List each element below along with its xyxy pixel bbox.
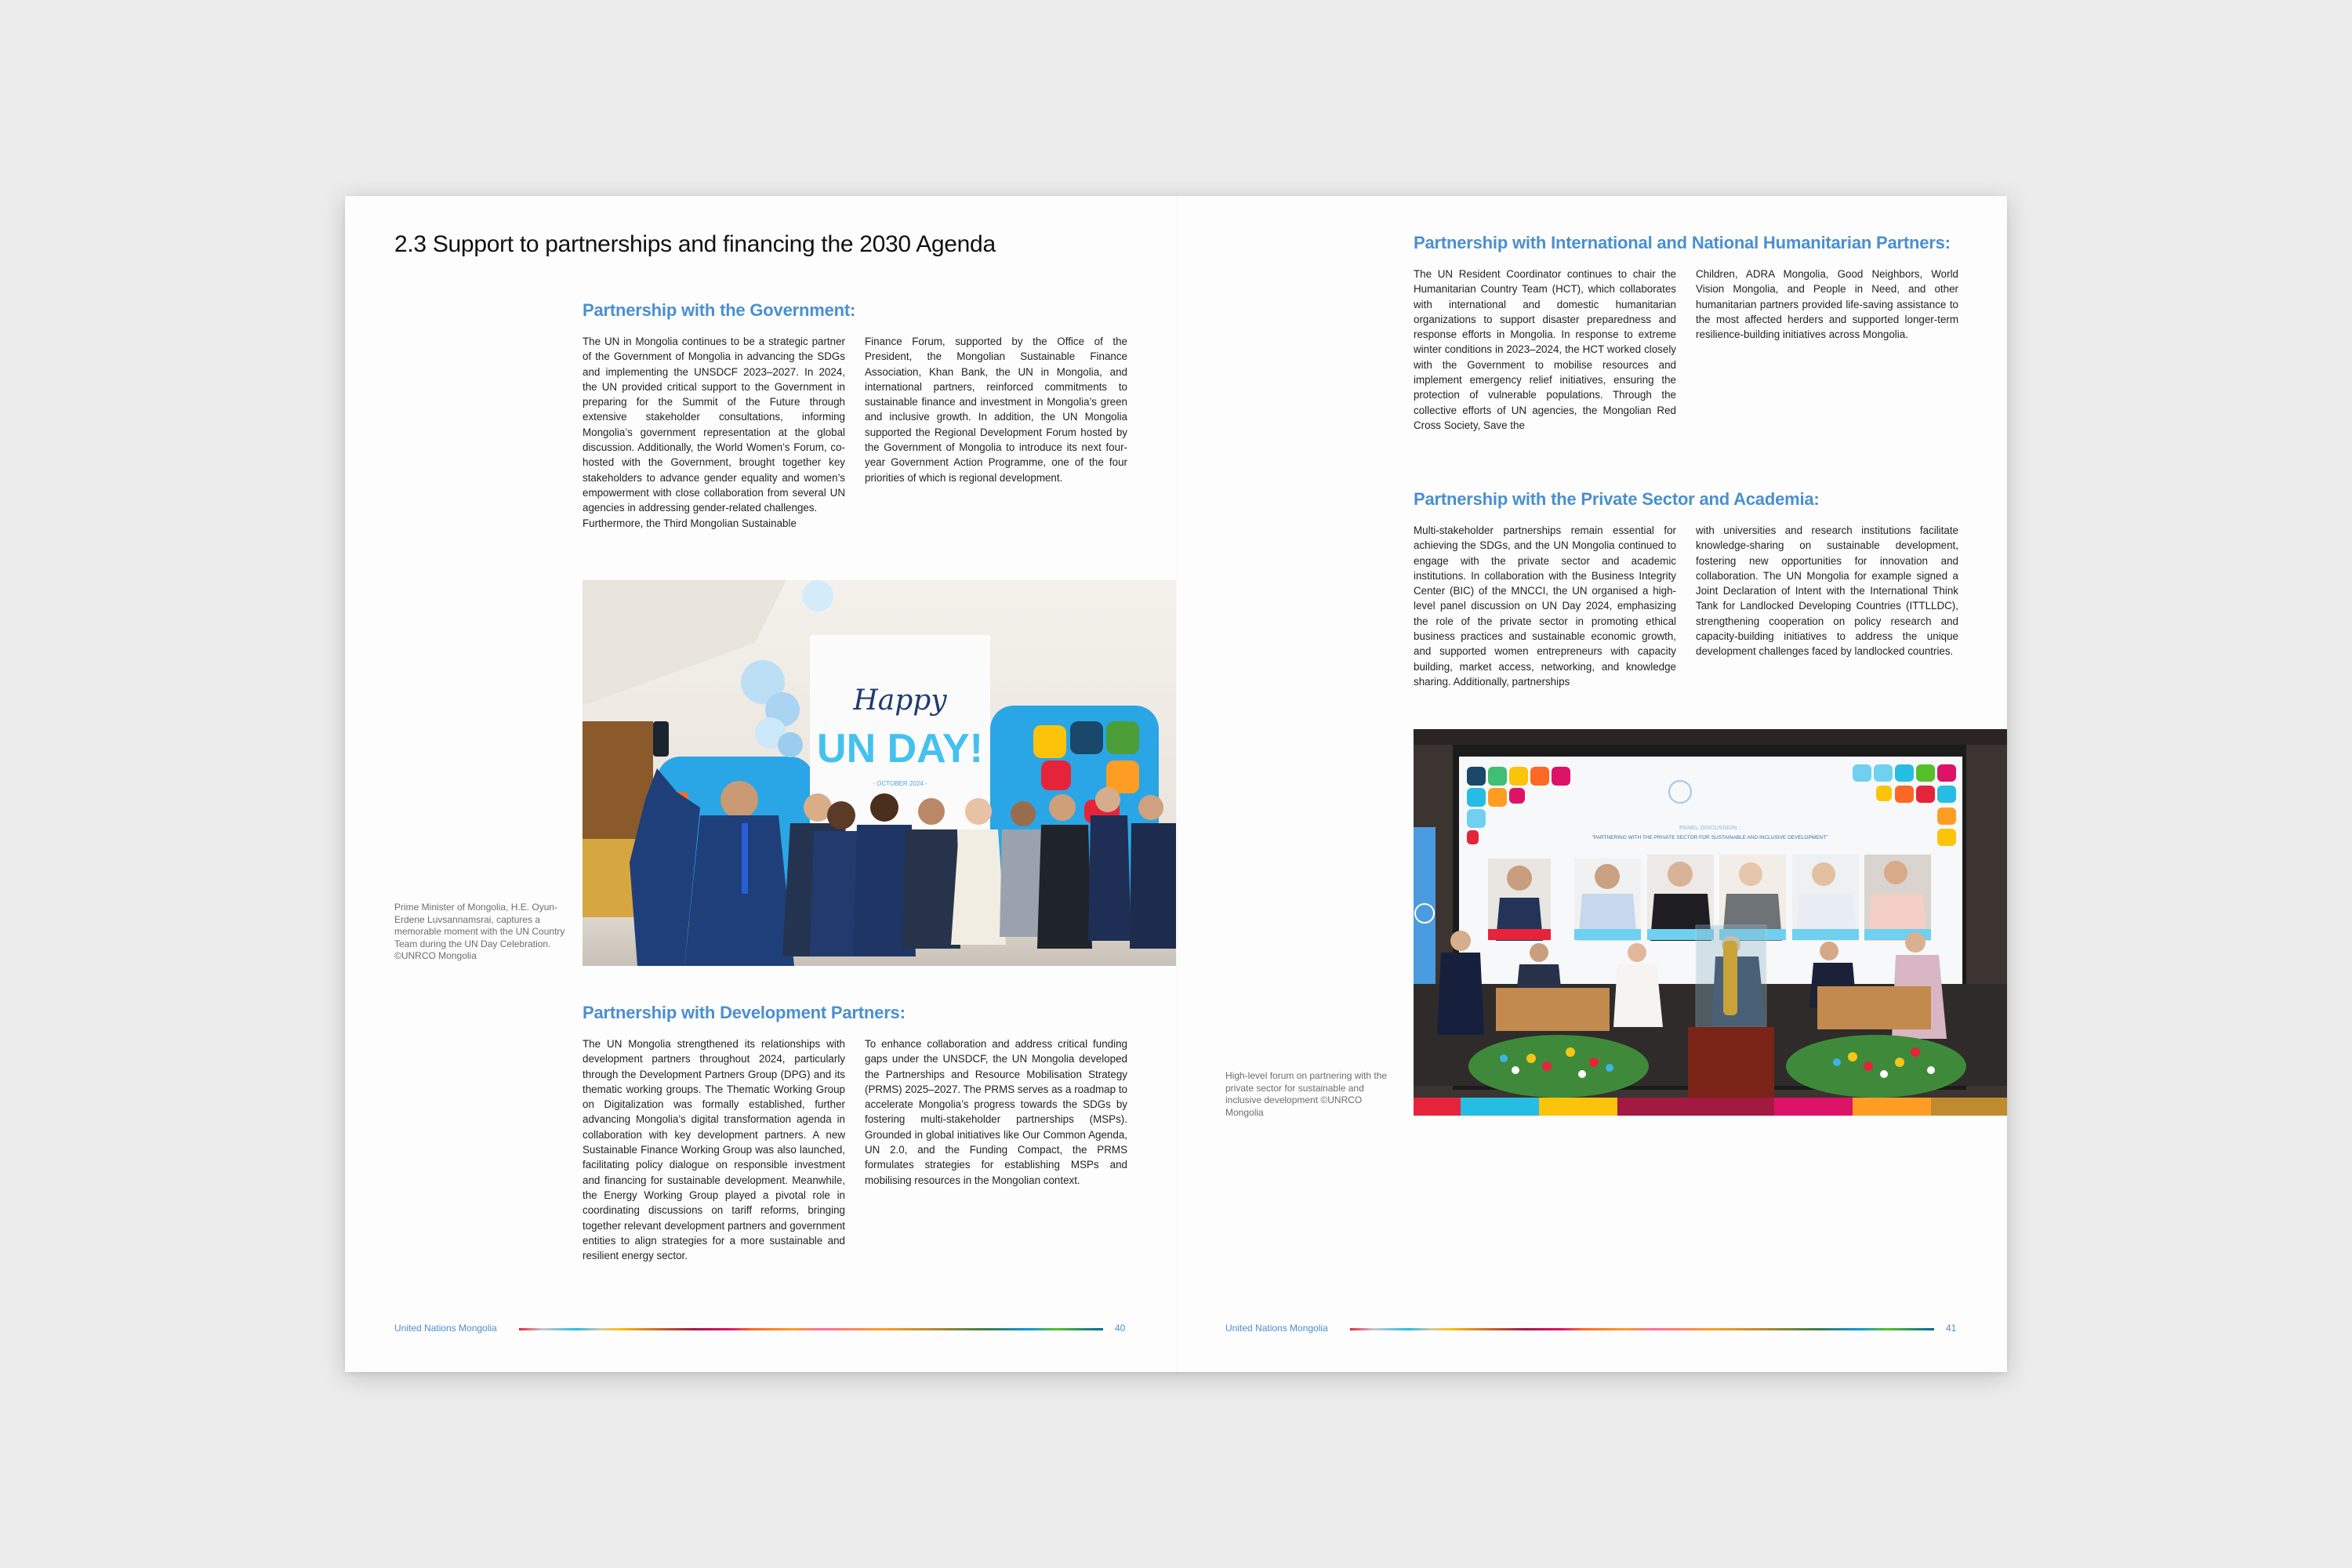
humanitarian-text-col1 (1414, 267, 1676, 433)
private-sector-text-col1 (1414, 523, 1676, 689)
photo-caption-panel-discussion: High-level forum on partnering with the private sector for sustainable and inclusive development ©UNRCO Mongolia (1225, 1070, 1388, 1118)
page-gutter (1176, 196, 1178, 1372)
paragraph: To enhance collaboration and address critical funding gaps under the UNSDCF, the UN Mongolia developed the Partnerships and Resource Mobilisation Strategy (PRMS) 2025–2027. The PRMS serves as a roadmap to accelerate Mongolia’s progress towards the SDGs by fostering multi-stakeholder partnerships (MSPs). Grounded in global initiatives like Our Common Agenda, UN 2.0, and the Funding Compact, the PRMS formulates strategies for establishing MSPs and mobilising resources in the Mongolian context. (865, 1038, 1127, 1186)
development-text-col1 (583, 1036, 845, 1263)
paragraph: Finance Forum, supported by the Office of the President, the Mongolian Sustainable Finance Association, Khan Bank, the UN in Mongolia, and international partners, reinforced commitments to sustainable finance and investment in Mongolia’s green and inclusive growth. In addition, the UN Mongolia supported the Regional Development Forum hosted by the Government of Mongolia to introduce its next four-year Government Action Programme, one of the four priorities of which is regional development. (865, 336, 1127, 484)
footer-sdg-rainbow-line-left (519, 1328, 1103, 1330)
un-day-photo (583, 580, 1176, 966)
screen-panel-label: PANEL DISCUSSION : (1679, 824, 1741, 831)
sign-happy: Happy (853, 684, 947, 717)
page-title: 2.3 Support to partnerships and financing the 2030 Agenda (394, 231, 996, 257)
screen-panel-title: “PARTNERING WITH THE PRIVATE SECTOR FOR SUSTAINABLE AND INCLUSIVE DEVELOPMENT” (1592, 835, 1828, 840)
page-number-left: 40 (1115, 1323, 1126, 1334)
humanitarian-text-col2 (1696, 267, 1958, 342)
footer-sdg-rainbow-line-right (1350, 1328, 1934, 1330)
photo-caption-un-day: Prime Minister of Mongolia, H.E. Oyun-Erdene Luvsannamsrai, captures a memorable moment with the UN Country Team during the UN Day Celebration. ©UNRCO Mongolia (394, 902, 565, 961)
panel-discussion-photo (1414, 729, 2007, 1116)
paragraph: Children, ADRA Mongolia, Good Neighbors, World Vision Mongolia, and People in Need, and other humanitarian partners provided life-saving assistance to the most affected herders and supported longer-term resilience-building initiatives across Mongolia. (1696, 268, 1958, 341)
development-text-col2 (865, 1036, 1127, 1188)
page-number-right: 41 (1946, 1323, 1957, 1334)
footer-org-label-left: United Nations Mongolia (394, 1323, 497, 1334)
paragraph: Multi-stakeholder partnerships remain essential for achieving the SDGs, and the UN Mongolia continued to engage with the private sector and academic institutions. In collaboration with the Business Integrity Center (BIC) of the MNCCI, the UN organised a high-level panel discussion on UN Day 2024, emphasizing the role of the private sector in promoting ethical business practices and sustainable economic growth, and supported women entrepreneurs with capacity building, market access, networking, and knowledge sharing. Additionally, partnerships (1414, 524, 1676, 688)
section-heading-humanitarian: Partnership with International and National Humanitarian Partners: (1414, 233, 1951, 252)
un-day-photo-illustration (583, 580, 1176, 966)
paragraph: The UN Mongolia strengthened its relationships with development partners throughout 2024, particularly through the Development Partners Group (DPG) and its thematic working groups. The Thematic Working Group on Digitalization was formally established, further advancing Mongolia’s digital transformation agenda in collaboration with key development partners. A new Sustainable Finance Working Group was also launched, facilitating policy dialogue on responsible investment and financing for sustainable development. Meanwhile, the Energy Working Group played a pivotal role in coordinating discussions on tariff reforms, bringing together relevant development partners and government entities to align strategies for a more sustainable and resilient energy sector. (583, 1038, 845, 1262)
sign-un-day: UN DAY! (817, 726, 983, 771)
sign-date: - OCTOBER 2024 - (873, 780, 927, 787)
paragraph: Furthermore, the Third Mongolian Sustainable (583, 517, 797, 529)
section-heading-development-partners: Partnership with Development Partners: (583, 1003, 906, 1022)
paragraph: The UN in Mongolia continues to be a strategic partner of the Government of Mongolia in advancing the SDGs and implementing the UNSDCF 2023–2027. In 2024, the UN provided critical support to the Government in preparing for the Summit of the Future through extensive stakeholder consultations, informing Mongolia’s government representation at the global discussion. Additionally, the World Women’s Forum, co-hosted with the Government, brought together key stakeholders to advance gender equality and women’s empowerment with close collaboration from several UN agencies in addressing gender-related challenges. (583, 336, 845, 514)
private-sector-text-col2 (1696, 523, 1958, 659)
government-text-col1 (583, 334, 845, 531)
panel-discussion-illustration (1414, 729, 2007, 1116)
paragraph: with universities and research institutions facilitate knowledge-sharing on sustainable development, fostering new opportunities for innovation and collaboration. The UN Mongolia for example signed a Joint Declaration of Intent with the International Think Tank for Landlocked Developing Countries (ITTLLDC), strengthening cooperation on policy research and capacity-building initiatives to address the unique development challenges faced by landlocked countries. (1696, 524, 1958, 658)
paragraph: The UN Resident Coordinator continues to chair the Humanitarian Country Team (HCT), which collaborates with international and domestic humanitarian organizations to support disaster preparedness and response efforts in Mongolia. In response to extreme winter conditions in 2023–2024, the HCT worked closely with the Government to mobilise resources and implement emergency relief initiatives, ensuring the protection of vulnerable populations. Through the collective efforts of UN agencies, the Mongolian Red Cross Society, Save the (1414, 268, 1676, 431)
footer-org-label-right: United Nations Mongolia (1225, 1323, 1328, 1334)
section-heading-government: Partnership with the Government: (583, 300, 856, 320)
section-heading-private-sector: Partnership with the Private Sector and Academia: (1414, 489, 1820, 509)
government-text-col2 (865, 334, 1127, 485)
